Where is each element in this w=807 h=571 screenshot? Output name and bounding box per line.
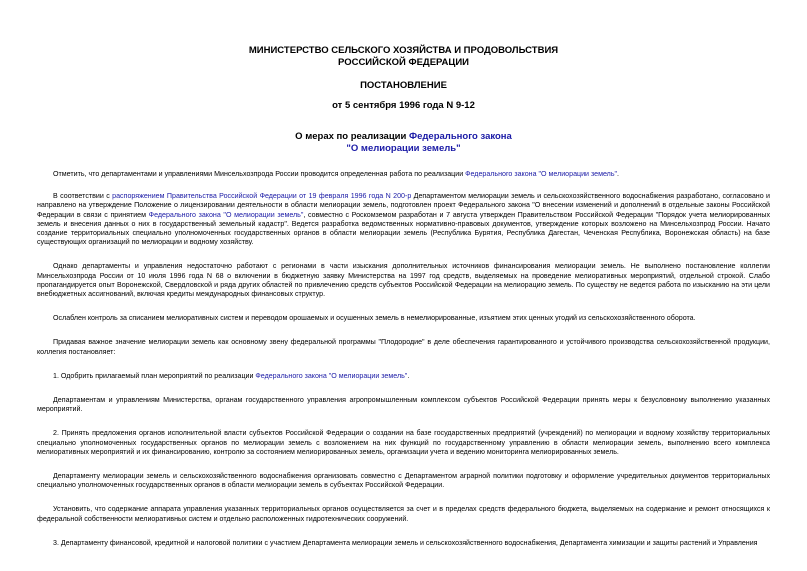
paragraph-2 [37,192,770,247]
paragraph-text: 1. Одобрить прилагаемый план мероприятий по реализации [53,371,256,380]
paragraph-6 [37,372,770,381]
subject-law-name-link[interactable]: "О мелиорации земель" [346,143,461,154]
paragraph-text: , совместно с Роскомземом разработан и 7 августа утвержден Правительством Российской Федерации "Порядок учета мелиорированных земель и внесения данных о них в государственный земельный кадастр". Ведется разработка ведомственных нормативно-правовых документов, утверждение которых возложено на Минсельхозпрод России. Начато создание территориальных специально уполномоченных государственных органов в области мелиорации земель (Республика Бурятия, Республика Дагестан, Чеченская Республика, Воронежская область) на базе существующих организаций по мелиорации и водному хозяйству. [37,210,770,247]
paragraph-1 [37,170,770,179]
document-subject [0,131,807,155]
paragraph-text: В соответствии с [53,192,113,201]
law-link[interactable]: Федерального закона "О мелиорации земель" [148,210,304,219]
ministry-line-2: РОССИЙСКОЙ ФЕДЕРАЦИИ [337,57,469,68]
document-body [37,170,770,563]
paragraph-7: Департаментам и управлениям Министерства, органам государственного управления агропромышленным комплексом субъектов Российской Федерации принять меры к безусловному выполнению указанных мероприятий. [37,396,770,414]
paragraph-8: 2. Принять предложения органов исполнительной власти субъектов Российской Федерации о создании на базе государственных предприятий (учреждений) по мелиорации и водному хозяйству территориальных специально уполномоченных государственных органов по мелиорации земель с возложением на них функций по государственному управлению в области мелиорации земель, выполнению всего комплекса мелиоративных мероприятий и их финансированию, контролю за состоянием мелиорированных земель, организации учета и ведению мониторинга мелиорированных земель. [37,429,770,456]
paragraph-3: Однако департаменты и управления недостаточно работают с регионами в части изыскания дополнительных источников финансирования мелиорации земель. Не выполнено постановление коллегии Минсельхозпрода России от 10 июля 1996 года N 68 о включении в бюджетную заявку Министерства на 1997 год средств, выделяемых на проведение мелиоративных мероприятий, отдельной строкой. Слабо пропагандируется опыт Воронежской, Свердловской и ряда других областей по привлечению средств субъектов Российской Федерации на мелиорацию земель. По существу не ведется работа по изысканию на эти цели внебюджетных ассигнований, включая кредиты международных финансовых структур. [37,262,770,299]
paragraph-text: Департаментом мелиорации земель и сельскохозяйственного водоснабжения разработано, согласовано и направлено на утверждение Положение о лицензировании деятельности в области мелиорации земель, подготовлен проект Федерального закона "О внесении изменений и дополнений в отдельные законы Российской Федерации в связи с принятием [37,192,771,219]
paragraph-text: . [407,371,410,380]
government-order-link[interactable]: распоряжением Правительства Российской Федерации от 19 февраля 1996 года N 200-р [112,192,412,201]
document-type: ПОСТАНОВЛЕНИЕ [360,80,447,91]
paragraph-text: . [617,170,620,178]
subject-prefix: О мерах по реализации [295,131,409,142]
paragraph-5: Придавая важное значение мелиорации земель как основному звену федеральной программы "Плодородие" в деле обеспечения гарантированного и устойчивого производства сельскохозяйственной продукции, коллегия постановляет: [37,338,770,356]
law-link[interactable]: Федерального закона "О мелиорации земель" [255,371,408,380]
paragraph-text: Отметить, что департаментами и управлениями Минсельхозпрода России проводится определенная работа по реализации [53,170,466,178]
paragraph-11: 3. Департаменту финансовой, кредитной и налоговой политики с участием Департамента мелиорации земель и сельскохозяйственного водоснабжения, Департамента химизации и защиты растений и Управления [53,538,758,547]
subject-law-link[interactable]: Федерального закона [409,131,512,142]
law-link[interactable]: Федерального закона "О мелиорации земель" [465,170,618,178]
ministry-header [0,45,807,69]
document-date: от 5 сентября 1996 года N 9-12 [332,100,475,111]
paragraph-9: Департаменту мелиорации земель и сельскохозяйственного водоснабжения организовать совместно с Департаментом аграрной политики подготовку и оформление учредительных документов территориальных специально уполномоченных государственных органов в области мелиорации земель в субъектах Российской Федерации. [37,472,770,490]
paragraph-4: Ослаблен контроль за списанием мелиоративных систем и переводом орошаемых и осушенных земель в немелиорированные, изъятием этих ценных угодий из сельскохозяйственного оборота. [53,314,696,323]
paragraph-10: Установить, что содержание аппарата управления указанных территориальных органов осуществляется за счет и в пределах средств федерального бюджета, выделяемых на содержание и ремонт относящихся к федеральной собственности мелиоративных систем и отдельно расположенных гидротехнических сооружений. [37,505,770,523]
ministry-line-1: МИНИСТЕРСТВО СЕЛЬСКОГО ХОЗЯЙСТВА И ПРОДОВОЛЬСТВИЯ [248,45,559,56]
